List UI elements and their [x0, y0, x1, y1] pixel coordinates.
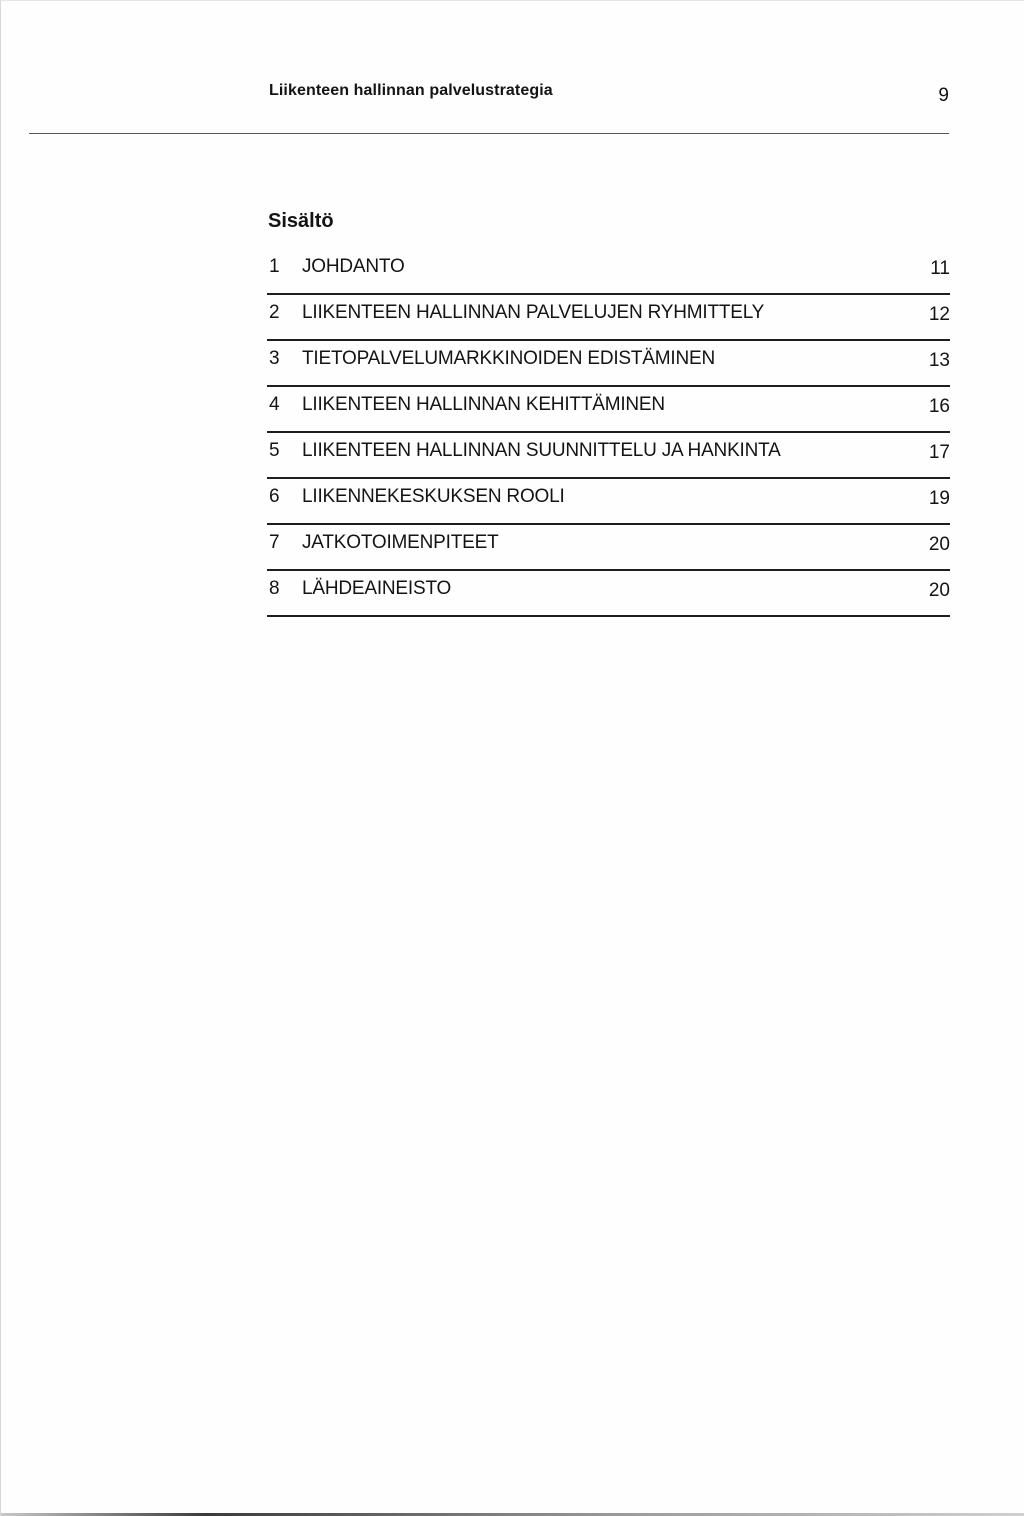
toc-entry[interactable]	[267, 571, 950, 617]
toc-heading: Sisältö	[268, 210, 334, 232]
toc-entry[interactable]	[267, 249, 950, 295]
toc-entry-number: 6	[269, 486, 280, 507]
toc-entry-title: LIIKENTEEN HALLINNAN SUUNNITTELU JA HANKINTA	[302, 440, 781, 461]
toc-entry-title: LÄHDEAINEISTO	[302, 578, 452, 599]
toc-entry-number: 3	[269, 348, 280, 369]
toc-entry-page: 19	[928, 488, 950, 509]
toc-entry-page: 16	[928, 396, 950, 417]
toc-entry-title: LIIKENTEEN HALLINNAN KEHITTÄMINEN	[302, 394, 665, 415]
toc-entry[interactable]	[267, 525, 950, 571]
header-divider	[29, 133, 949, 134]
toc-entry-title: LIIKENNEKESKUKSEN ROOLI	[302, 486, 565, 507]
toc-entry-number: 7	[269, 532, 280, 553]
toc-entry-title: JATKOTOIMENPITEET	[302, 532, 499, 553]
toc-entry-title: TIETOPALVELUMARKKINOIDEN EDISTÄMINEN	[302, 348, 715, 369]
toc-entry-number: 1	[269, 256, 280, 277]
toc-entry[interactable]	[267, 433, 950, 479]
toc-entry[interactable]	[267, 341, 950, 387]
toc-entry[interactable]	[267, 295, 950, 341]
table-of-contents	[267, 249, 950, 617]
toc-entry-page: 13	[928, 350, 950, 371]
toc-entry-number: 2	[269, 302, 280, 323]
toc-entry-page: 20	[928, 534, 950, 555]
toc-entry-page: 12	[928, 304, 950, 325]
toc-entry-number: 4	[269, 394, 280, 415]
header-title: Liikenteen hallinnan palvelustrategia	[269, 82, 553, 99]
toc-entry-page: 11	[930, 258, 950, 279]
toc-entry-page: 17	[928, 442, 950, 463]
toc-entry-title: LIIKENTEEN HALLINNAN PALVELUJEN RYHMITTELY	[302, 302, 765, 323]
header-page-number: 9	[938, 85, 949, 106]
toc-entry-number: 8	[269, 578, 280, 599]
running-header	[269, 81, 949, 109]
toc-entry[interactable]	[267, 387, 950, 433]
toc-entry-number: 5	[269, 440, 280, 461]
toc-entry-title: JOHDANTO	[302, 256, 405, 277]
toc-entry-page: 20	[928, 580, 950, 601]
toc-entry[interactable]	[267, 479, 950, 525]
